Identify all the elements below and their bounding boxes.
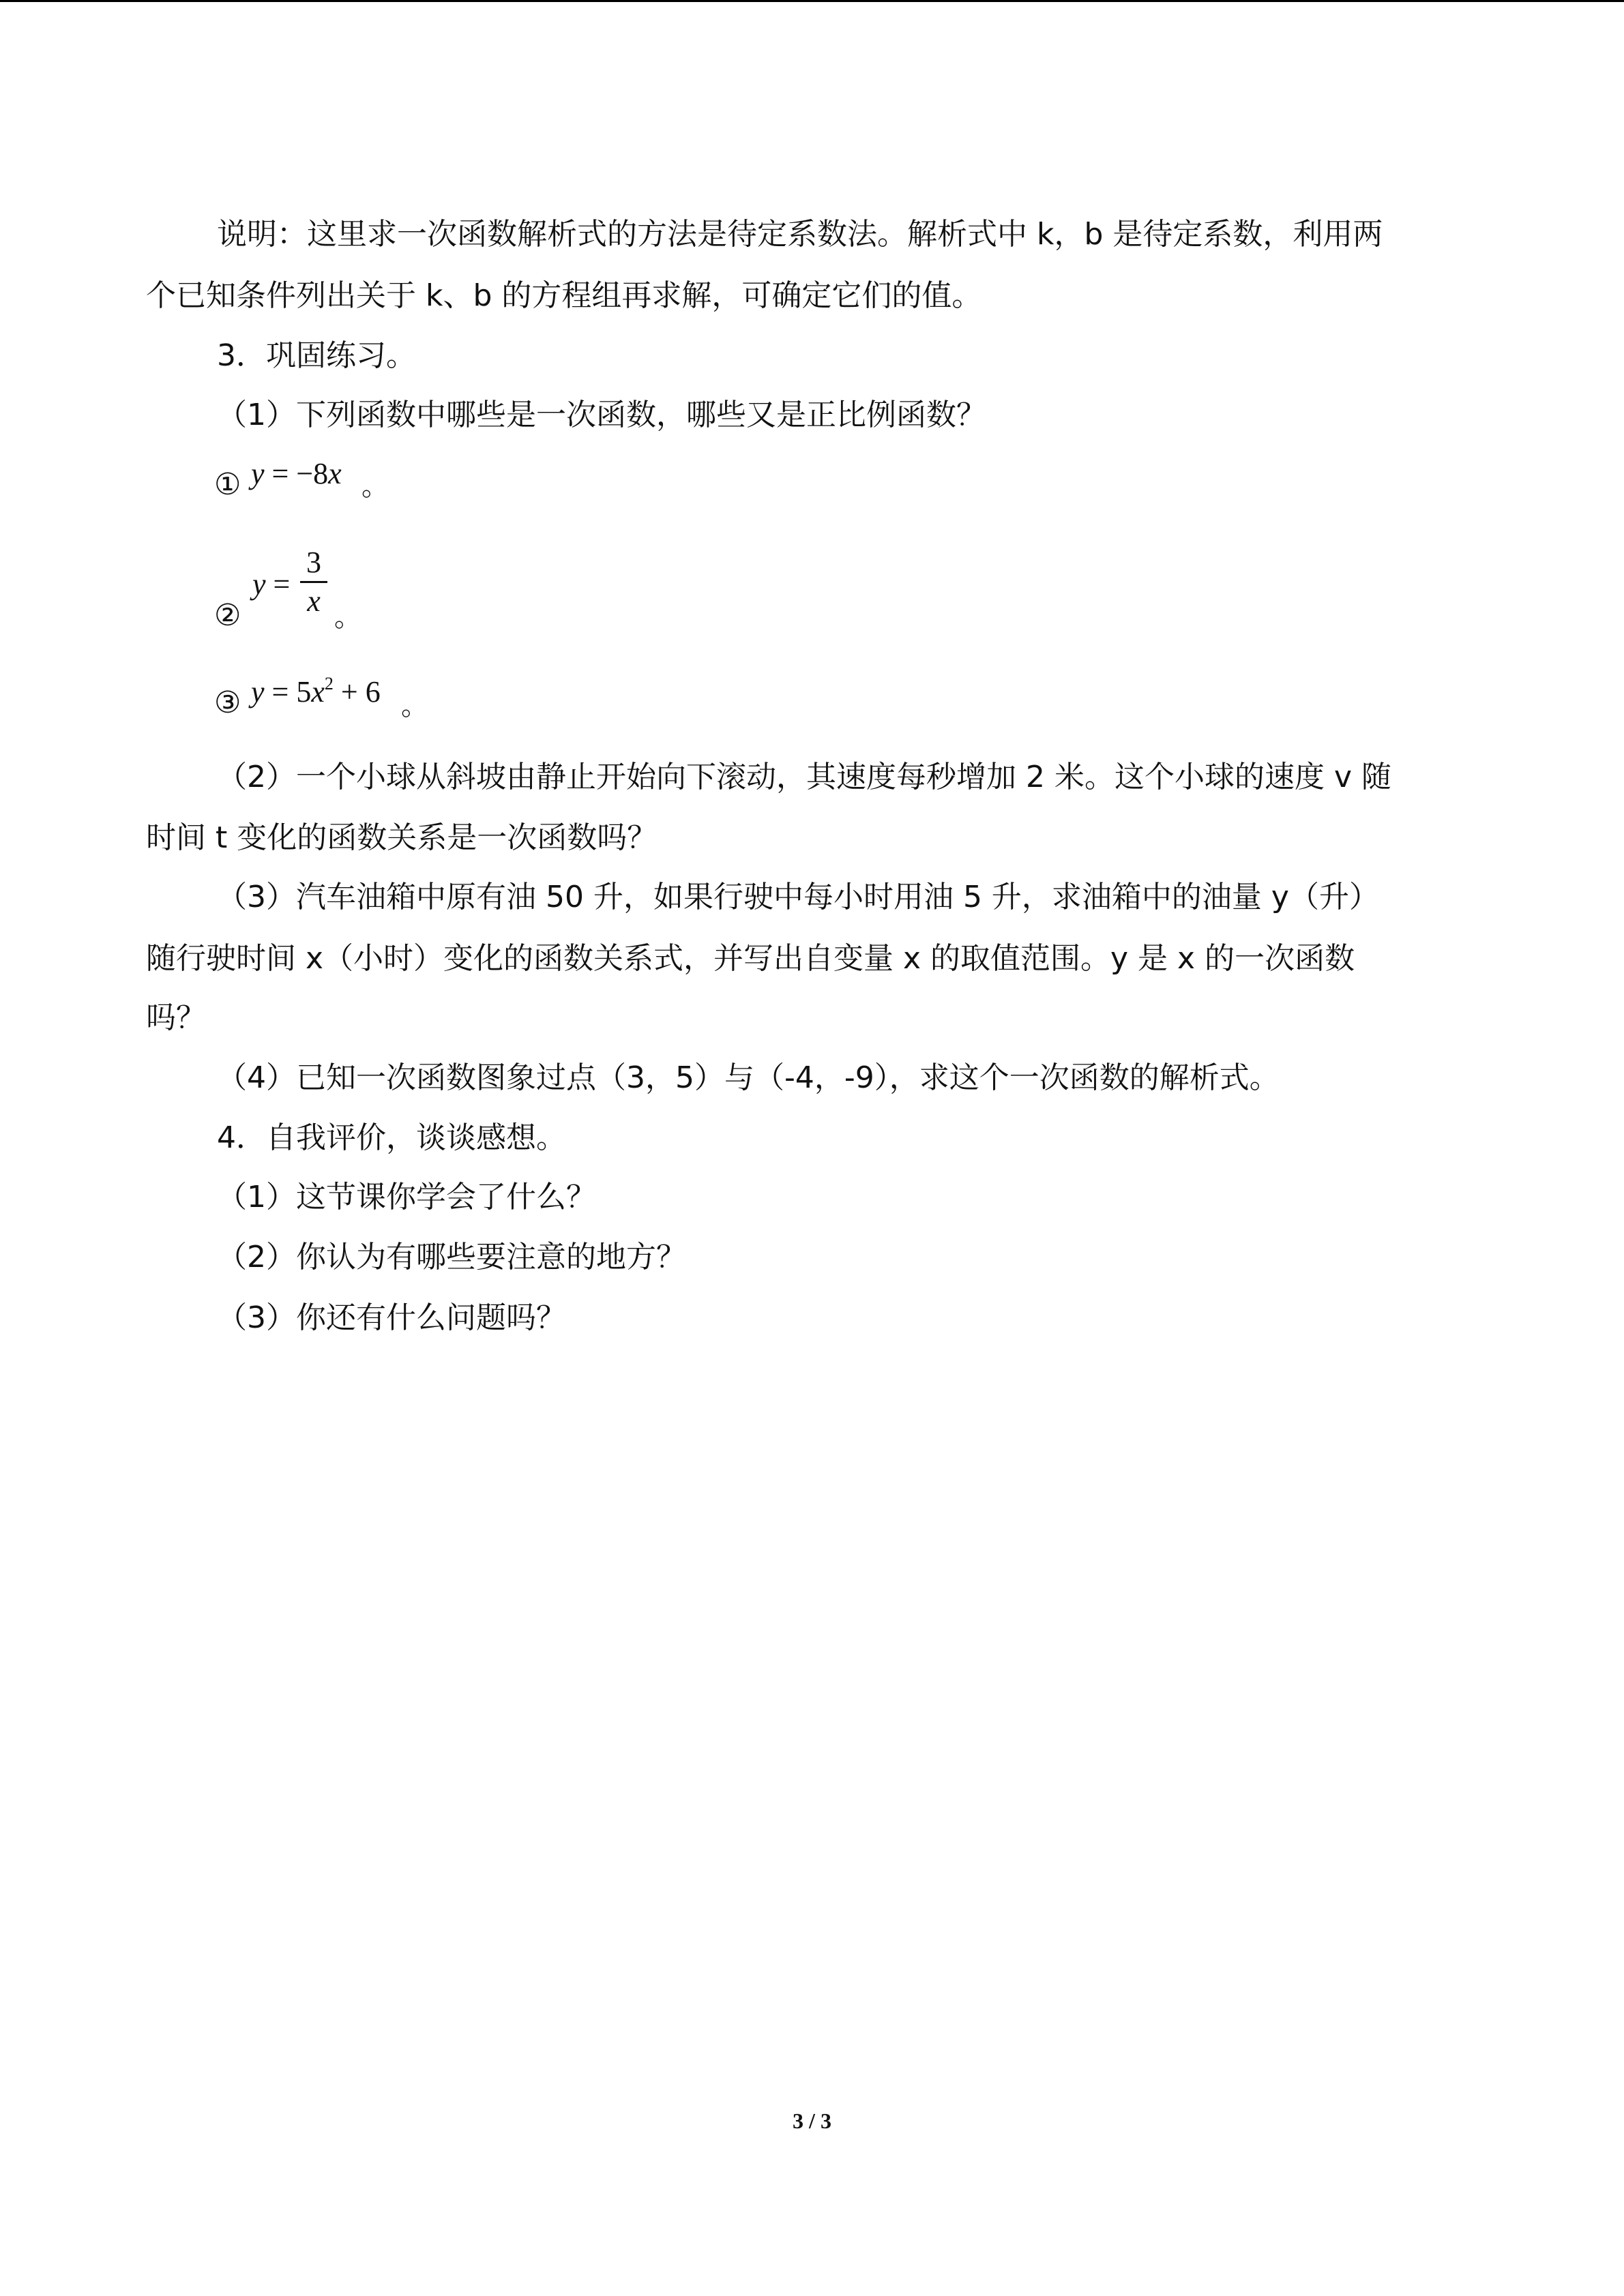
- fraction-bar: [300, 581, 327, 583]
- item-3-marker: ③: [214, 685, 241, 720]
- reflection-2: （2）你认为有哪些要注意的地方？: [217, 1240, 686, 1274]
- question-3-line-2: 随行驶时间 x（小时）变化的函数关系式，并写出自变量 x 的取值范围。y 是 x 的一次函数: [146, 941, 1355, 976]
- question-4: （4）已知一次函数图象过点（3，5）与（-4，-9），求这个一次函数的解析式。: [217, 1060, 1280, 1095]
- page-top-border: [0, 0, 1624, 2]
- section-4-title: 4．自我评价，谈谈感想。: [217, 1120, 566, 1155]
- fraction-numerator: 3: [306, 546, 321, 579]
- item-3-formula: $y = 5x^2 + 6$: [251, 674, 381, 709]
- section-3-title: 3．巩固练习。: [217, 338, 416, 373]
- item-2-marker: ②: [214, 598, 241, 633]
- item-3-period: 。: [401, 690, 428, 721]
- question-3-line-1: （3）汽车油箱中原有油 50 升，如果行驶中每小时用油 5 升，求油箱中的油量 y（升）: [217, 880, 1379, 914]
- question-1: （1）下列函数中哪些是一次函数，哪些又是正比例函数？: [217, 398, 986, 432]
- item-2-lhs: y =: [252, 567, 291, 601]
- question-3-line-3: 吗？: [146, 1000, 206, 1035]
- item-1-period: 。: [361, 471, 389, 502]
- item-1-formula: y = −8x: [251, 457, 342, 490]
- question-2-line-2: 时间 t 变化的函数关系是一次函数吗？: [146, 820, 658, 855]
- note-line-1: 说明：这里求一次函数解析式的方法是待定系数法。解析式中 k，b 是待定系数，利用两: [217, 217, 1383, 252]
- item-2-period: 。: [334, 601, 361, 633]
- question-2-line-1: （2）一个小球从斜坡由静止开始向下滚动，其速度每秒增加 2 米。这个小球的速度 v 随: [217, 760, 1391, 794]
- item-2-fraction: [300, 546, 327, 618]
- note-line-2: 个已知条件列出关于 k、b 的方程组再求解，可确定它们的值。: [146, 278, 982, 313]
- fraction-denominator: x: [307, 584, 321, 618]
- reflection-3: （3）你还有什么问题吗？: [217, 1300, 566, 1335]
- item-1-marker: ①: [214, 467, 241, 502]
- page-number: 3 / 3: [793, 2108, 831, 2133]
- reflection-1: （1）这节课你学会了什么？: [217, 1180, 596, 1214]
